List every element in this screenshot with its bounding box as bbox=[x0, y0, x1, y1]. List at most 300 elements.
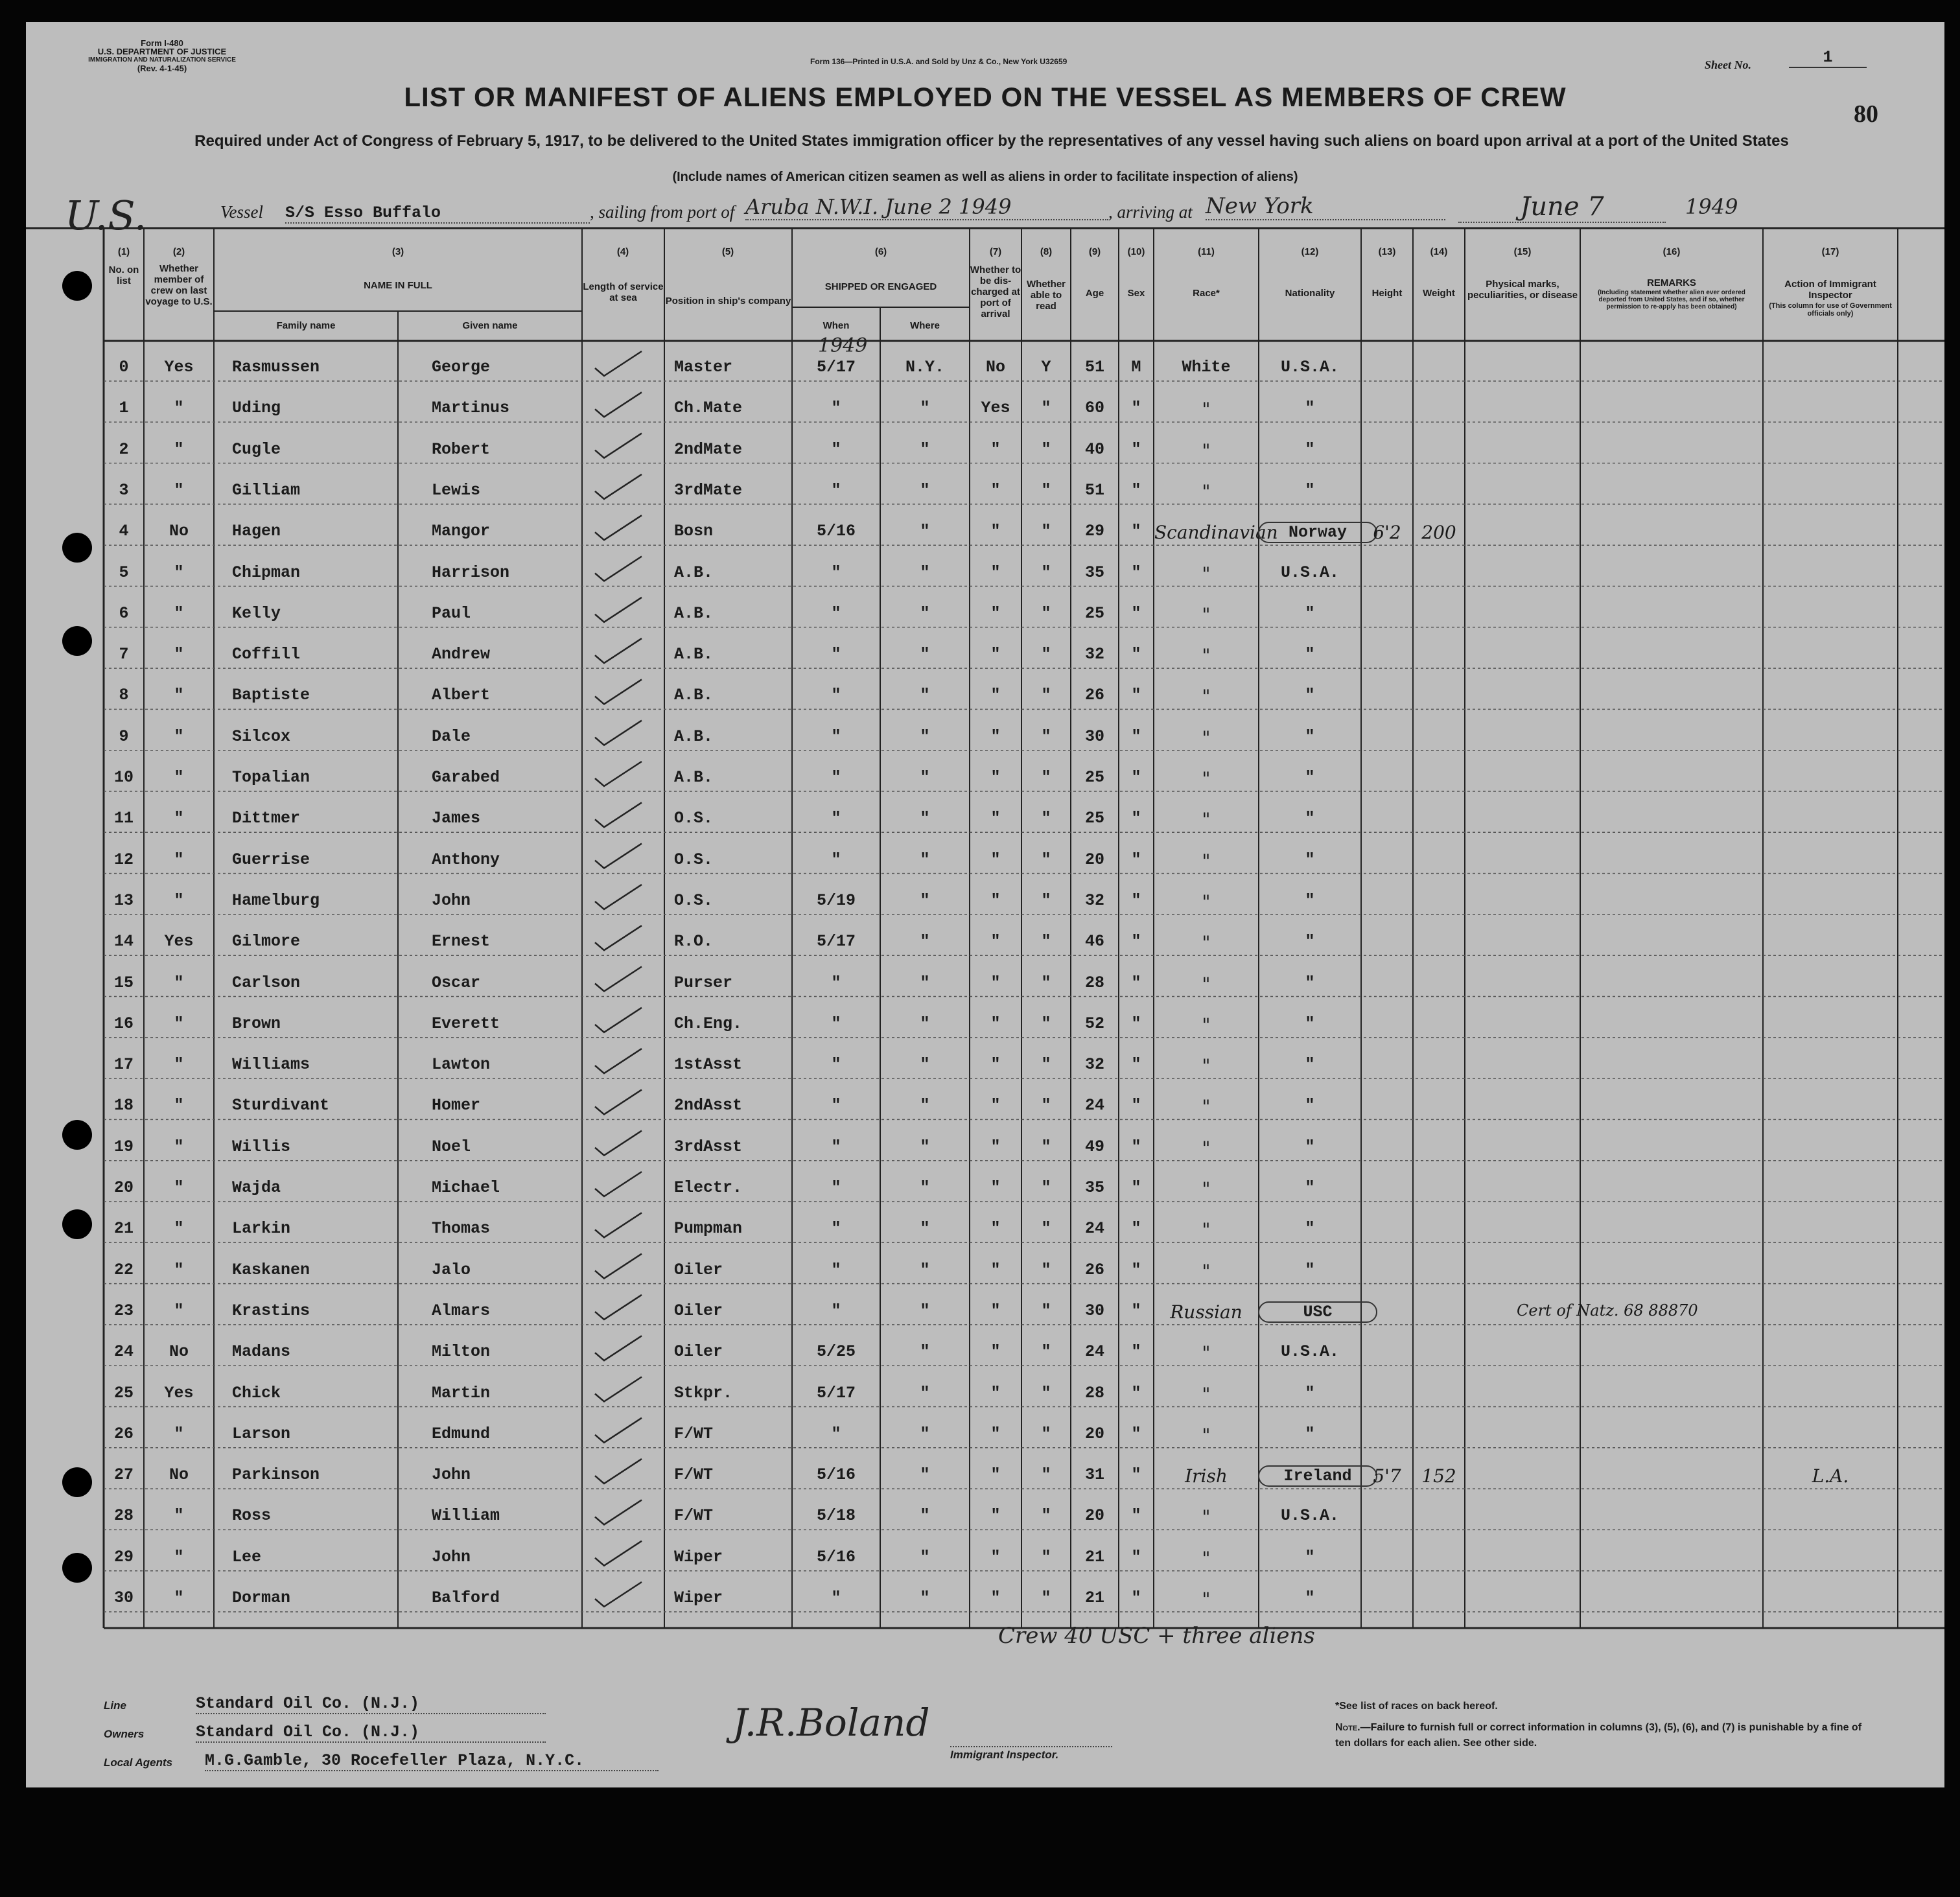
race: " bbox=[1202, 480, 1211, 502]
nationality: " bbox=[1305, 1137, 1315, 1156]
shipped-where: " bbox=[920, 1096, 930, 1115]
able-to-read: " bbox=[1041, 563, 1051, 582]
age: 24 bbox=[1084, 1219, 1104, 1239]
last-voyage: No bbox=[169, 1465, 189, 1485]
binder-hole bbox=[62, 1120, 92, 1150]
age: 26 bbox=[1084, 1260, 1104, 1279]
able-to-read: " bbox=[1041, 1506, 1051, 1526]
nationality: U.S.A. bbox=[1280, 1506, 1339, 1526]
shipped-when: 5/19 bbox=[816, 890, 856, 910]
shipped-when: " bbox=[831, 850, 841, 869]
able-to-read: " bbox=[1041, 973, 1051, 992]
discharged: " bbox=[990, 1096, 1001, 1115]
shipped-where: " bbox=[920, 1547, 930, 1566]
position: 3rdMate bbox=[674, 480, 743, 500]
shipped-when: " bbox=[831, 603, 841, 623]
shipped-when: " bbox=[831, 686, 841, 705]
shipped-when: " bbox=[831, 1260, 841, 1279]
race: " bbox=[1202, 1589, 1211, 1610]
shipped-where: " bbox=[920, 1178, 930, 1197]
shipped-where: " bbox=[920, 1589, 930, 1607]
position: Purser bbox=[674, 973, 733, 992]
service-check-mark bbox=[595, 638, 642, 663]
col-no-head: No. on list bbox=[108, 264, 139, 286]
last-voyage: " bbox=[174, 399, 184, 418]
vessel-name: S/S Esso Buffalo bbox=[285, 204, 590, 224]
service-check-mark bbox=[595, 721, 642, 745]
row-number: 29 bbox=[113, 1547, 134, 1566]
discharged: " bbox=[990, 1342, 1001, 1362]
owners-value: Standard Oil Co. (N.J.) bbox=[196, 1723, 546, 1743]
service-check-mark bbox=[595, 1295, 642, 1320]
discharged: " bbox=[990, 480, 1001, 500]
position: A.B. bbox=[674, 727, 714, 746]
sailing-label: , sailing from port of bbox=[590, 202, 735, 222]
row-number: 6 bbox=[119, 603, 129, 623]
nationality: " bbox=[1305, 480, 1315, 500]
last-voyage: " bbox=[174, 563, 184, 582]
position: F/WT bbox=[674, 1506, 714, 1526]
family-name: Chick bbox=[232, 1383, 281, 1402]
binder-hole bbox=[62, 1467, 92, 1497]
shipped-when: " bbox=[831, 399, 841, 418]
last-voyage: " bbox=[174, 1014, 184, 1033]
row-number: 13 bbox=[113, 890, 134, 910]
age: 30 bbox=[1084, 1301, 1104, 1320]
last-voyage: " bbox=[174, 850, 184, 869]
binder-hole bbox=[62, 1553, 92, 1583]
nationality: Norway bbox=[1258, 522, 1377, 543]
col-action-head: Action of Immigrant Inspector bbox=[1784, 279, 1876, 301]
sex: " bbox=[1131, 439, 1141, 459]
nationality: " bbox=[1305, 1260, 1315, 1279]
race: " bbox=[1202, 809, 1211, 831]
family-name: Hagen bbox=[232, 522, 281, 541]
discharged: " bbox=[990, 645, 1001, 664]
service-check-mark bbox=[595, 802, 642, 827]
nationality: " bbox=[1305, 768, 1315, 787]
position: Ch.Mate bbox=[674, 399, 743, 418]
row-number: 19 bbox=[113, 1137, 134, 1156]
given-name: Everett bbox=[432, 1014, 500, 1033]
sex: " bbox=[1131, 1055, 1141, 1075]
column-number: (6) bbox=[874, 246, 887, 257]
able-to-read: " bbox=[1041, 727, 1051, 746]
shipped-where: " bbox=[920, 1055, 930, 1075]
family-name: Brown bbox=[232, 1014, 281, 1033]
sex: " bbox=[1131, 1465, 1141, 1485]
height: 6'2 bbox=[1373, 522, 1401, 544]
position: A.B. bbox=[674, 768, 714, 787]
discharged: " bbox=[990, 973, 1001, 992]
age: 28 bbox=[1084, 1383, 1104, 1402]
sex: " bbox=[1131, 890, 1141, 910]
col-nationality-head: Nationality bbox=[1285, 288, 1335, 299]
shipped-when: " bbox=[831, 1137, 841, 1156]
family-name: Kelly bbox=[232, 603, 281, 623]
discharged: " bbox=[990, 1137, 1001, 1156]
able-to-read: " bbox=[1041, 1424, 1051, 1443]
nationality: " bbox=[1305, 890, 1315, 910]
row-number: 0 bbox=[119, 358, 129, 377]
able-to-read: " bbox=[1041, 890, 1051, 910]
sex: " bbox=[1131, 1506, 1141, 1526]
shipped-when: " bbox=[831, 1014, 841, 1033]
remarks: Cert of Natz. 68 88870 bbox=[1517, 1301, 1698, 1320]
shipped-where: " bbox=[920, 809, 930, 828]
family-name: Rasmussen bbox=[232, 358, 320, 377]
race: " bbox=[1202, 932, 1211, 954]
printer-line: Form 136—Printed in U.S.A. and Sold by Unz & Co., New York U32659 bbox=[810, 57, 1068, 66]
col-given-head: Given name bbox=[462, 320, 518, 331]
sex: " bbox=[1131, 522, 1141, 541]
service-check-mark bbox=[595, 762, 642, 786]
nationality: " bbox=[1305, 1547, 1315, 1566]
race: Russian bbox=[1170, 1301, 1242, 1323]
nationality: " bbox=[1305, 973, 1315, 992]
last-voyage: " bbox=[174, 727, 184, 746]
able-to-read: " bbox=[1041, 1137, 1051, 1156]
binder-hole bbox=[62, 271, 92, 301]
service-check-mark bbox=[595, 1418, 642, 1443]
weight: 200 bbox=[1421, 522, 1456, 544]
inspector-signature: J.R.Boland bbox=[732, 1701, 930, 1745]
family-name: Larson bbox=[232, 1424, 291, 1443]
age: 40 bbox=[1084, 439, 1104, 459]
column-number: (10) bbox=[1127, 246, 1145, 257]
col-race-head: Race* bbox=[1193, 288, 1220, 299]
sex: " bbox=[1131, 768, 1141, 787]
able-to-read: " bbox=[1041, 1383, 1051, 1402]
able-to-read: " bbox=[1041, 686, 1051, 705]
agents-label: Local Agents bbox=[104, 1756, 173, 1769]
col-remarks-note: (Including statement whether alien ever ordered deported from United States, and if so, whether permission to re-apply has been obtained) bbox=[1598, 289, 1745, 310]
shipped-where: " bbox=[920, 1342, 930, 1362]
discharged: " bbox=[990, 1383, 1001, 1402]
given-name: Lawton bbox=[432, 1055, 491, 1075]
discharged: " bbox=[990, 1465, 1001, 1485]
family-name: Gilliam bbox=[232, 480, 301, 500]
service-check-mark bbox=[595, 1459, 642, 1484]
col-shipped-head: SHIPPED OR ENGAGED bbox=[824, 281, 937, 292]
service: IMMIGRATION AND NATURALIZATION SERVICE bbox=[88, 56, 236, 64]
manifest-sheet bbox=[26, 22, 1944, 1787]
nationality: U.S.A. bbox=[1280, 1342, 1339, 1362]
row-number: 14 bbox=[113, 932, 134, 951]
race: " bbox=[1202, 890, 1211, 913]
owners-label: Owners bbox=[104, 1728, 145, 1740]
family-name: Carlson bbox=[232, 973, 301, 992]
discharged: " bbox=[990, 850, 1001, 869]
column-number: (13) bbox=[1378, 246, 1396, 257]
col-name-head: NAME IN FULL bbox=[364, 280, 432, 291]
height: 5'7 bbox=[1373, 1465, 1401, 1487]
last-voyage: " bbox=[174, 890, 184, 910]
position: Wiper bbox=[674, 1547, 723, 1566]
last-voyage: " bbox=[174, 973, 184, 992]
margin-note: U.S. bbox=[65, 192, 147, 239]
sex: " bbox=[1131, 480, 1141, 500]
family-name: Williams bbox=[232, 1055, 310, 1075]
sex: " bbox=[1131, 1260, 1141, 1279]
sex: " bbox=[1131, 686, 1141, 705]
last-voyage: Yes bbox=[164, 1383, 194, 1402]
discharged: " bbox=[990, 890, 1001, 910]
race: Scandinavian bbox=[1154, 522, 1278, 544]
col-age-head: Age bbox=[1085, 288, 1104, 299]
discharged: " bbox=[990, 522, 1001, 541]
row-number: 30 bbox=[113, 1589, 134, 1607]
sex: " bbox=[1131, 1547, 1141, 1566]
page-stamp: 80 bbox=[1854, 100, 1878, 128]
shipped-when: " bbox=[831, 1424, 841, 1443]
position: 3rdAsst bbox=[674, 1137, 743, 1156]
col-where-head: Where bbox=[910, 320, 940, 331]
last-voyage: " bbox=[174, 645, 184, 664]
race: Irish bbox=[1185, 1465, 1228, 1487]
position: Master bbox=[674, 358, 733, 377]
nationality: " bbox=[1305, 1219, 1315, 1239]
discharged: " bbox=[990, 932, 1001, 951]
col-read-head: Whether able to read bbox=[1027, 279, 1066, 312]
age: 31 bbox=[1084, 1465, 1104, 1485]
given-name: Robert bbox=[432, 439, 491, 459]
column-number: (8) bbox=[1040, 246, 1053, 257]
last-voyage: " bbox=[174, 1506, 184, 1526]
race: " bbox=[1202, 603, 1211, 625]
vessel-label: Vessel bbox=[220, 202, 263, 222]
given-name: Dale bbox=[432, 727, 471, 746]
service-check-mark bbox=[595, 515, 642, 540]
given-name: Thomas bbox=[432, 1219, 491, 1239]
shipped-when: 5/16 bbox=[816, 522, 856, 541]
race: " bbox=[1202, 1506, 1211, 1528]
row-number: 16 bbox=[113, 1014, 134, 1033]
last-voyage: " bbox=[174, 439, 184, 459]
family-name: Kaskanen bbox=[232, 1260, 310, 1279]
row-number: 1 bbox=[119, 399, 129, 418]
shipped-when: " bbox=[831, 563, 841, 582]
line-value: Standard Oil Co. (N.J.) bbox=[196, 1694, 546, 1714]
age: 25 bbox=[1084, 768, 1104, 787]
row-number: 23 bbox=[113, 1301, 134, 1320]
last-voyage: No bbox=[169, 1342, 189, 1362]
discharged: Yes bbox=[981, 399, 1010, 418]
binder-hole bbox=[62, 1209, 92, 1239]
family-name: Madans bbox=[232, 1342, 291, 1362]
row-number: 10 bbox=[113, 768, 134, 787]
position: A.B. bbox=[674, 563, 714, 582]
last-voyage: " bbox=[174, 1301, 184, 1320]
shipped-when: " bbox=[831, 1055, 841, 1075]
shipped-when: " bbox=[831, 480, 841, 500]
discharged: " bbox=[990, 1301, 1001, 1320]
col-last-voyage-head: Whether member of crew on last voyage to U.S. bbox=[145, 263, 213, 307]
race: " bbox=[1202, 1342, 1211, 1364]
family-name: Krastins bbox=[232, 1301, 310, 1320]
sheet-number: 1 bbox=[1789, 48, 1867, 68]
sex: " bbox=[1131, 1137, 1141, 1156]
discharged: No bbox=[985, 358, 1005, 377]
col-sex-head: Sex bbox=[1127, 288, 1145, 299]
column-number: (3) bbox=[391, 246, 404, 257]
nationality: " bbox=[1305, 727, 1315, 746]
age: 51 bbox=[1084, 480, 1104, 500]
able-to-read: " bbox=[1041, 1055, 1051, 1075]
position: R.O. bbox=[674, 932, 714, 951]
family-name: Topalian bbox=[232, 768, 310, 787]
col-discharge-head: Whether to be dis- charged at port of arrival bbox=[970, 264, 1021, 320]
last-voyage: " bbox=[174, 1137, 184, 1156]
given-name: Martin bbox=[432, 1383, 491, 1402]
nationality: " bbox=[1305, 603, 1315, 623]
sex: " bbox=[1131, 727, 1141, 746]
race: " bbox=[1202, 1260, 1211, 1282]
sex: " bbox=[1131, 1383, 1141, 1402]
given-name: Anthony bbox=[432, 850, 500, 869]
row-number: 17 bbox=[113, 1055, 134, 1075]
position: Stkpr. bbox=[674, 1383, 733, 1402]
sex: " bbox=[1131, 1301, 1141, 1320]
last-voyage: " bbox=[174, 809, 184, 828]
last-voyage: " bbox=[174, 603, 184, 623]
line-label: Line bbox=[104, 1699, 126, 1712]
able-to-read: " bbox=[1041, 809, 1051, 828]
shipped-where: " bbox=[920, 645, 930, 664]
shipped-where: " bbox=[920, 973, 930, 992]
nationality: " bbox=[1305, 439, 1315, 459]
able-to-read: " bbox=[1041, 1260, 1051, 1279]
note-text: —Failure to furnish full or correct information in columns (3), (5), (6), and (7) is punishable by a fine of ten dollars for each alien. See other side. bbox=[1335, 1722, 1862, 1749]
service-check-mark bbox=[595, 351, 642, 376]
shipped-when: 5/17 bbox=[816, 932, 856, 951]
shipped-where: " bbox=[920, 1301, 930, 1320]
shipped-where: " bbox=[920, 932, 930, 951]
shipped-where: " bbox=[920, 603, 930, 623]
shipped-where: " bbox=[920, 1506, 930, 1526]
race: " bbox=[1202, 1383, 1211, 1405]
able-to-read: " bbox=[1041, 932, 1051, 951]
position: Ch.Eng. bbox=[674, 1014, 743, 1033]
nationality: " bbox=[1305, 1383, 1315, 1402]
given-name: Almars bbox=[432, 1301, 491, 1320]
col-position-head: Position in ship's company bbox=[665, 296, 791, 307]
given-name: Jalo bbox=[432, 1260, 471, 1279]
shipped-where: " bbox=[920, 1383, 930, 1402]
given-name: John bbox=[432, 890, 471, 910]
race: " bbox=[1202, 973, 1211, 995]
able-to-read: " bbox=[1041, 1014, 1051, 1033]
arrival-date: June 7 bbox=[1458, 192, 1666, 223]
position: 1stAsst bbox=[674, 1055, 743, 1075]
given-name: Milton bbox=[432, 1342, 491, 1362]
family-name: Willis bbox=[232, 1137, 291, 1156]
age: 20 bbox=[1084, 1424, 1104, 1443]
race: " bbox=[1202, 768, 1211, 789]
shipped-when: 5/16 bbox=[816, 1465, 856, 1485]
revision: (Rev. 4-1-45) bbox=[137, 64, 187, 73]
shipped-where: " bbox=[920, 480, 930, 500]
service-check-mark bbox=[595, 598, 642, 622]
discharged: " bbox=[990, 563, 1001, 582]
able-to-read: " bbox=[1041, 768, 1051, 787]
given-name: John bbox=[432, 1465, 471, 1485]
last-voyage: No bbox=[169, 522, 189, 541]
shipped-where: " bbox=[920, 1219, 930, 1239]
sex: " bbox=[1131, 399, 1141, 418]
shipped-where: " bbox=[920, 890, 930, 910]
service-check-mark bbox=[595, 1049, 642, 1073]
column-number: (16) bbox=[1662, 246, 1681, 257]
age: 32 bbox=[1084, 890, 1104, 910]
able-to-read: " bbox=[1041, 399, 1051, 418]
service-check-mark bbox=[595, 1131, 642, 1156]
family-name: Gilmore bbox=[232, 932, 301, 951]
binder-hole bbox=[62, 533, 92, 563]
family-name: Guerrise bbox=[232, 850, 310, 869]
shipped-where: " bbox=[920, 522, 930, 541]
column-number: (1) bbox=[117, 246, 130, 257]
column-number: (5) bbox=[721, 246, 734, 257]
row-number: 9 bbox=[119, 727, 129, 746]
shipped-when: " bbox=[831, 1589, 841, 1607]
service-check-mark bbox=[595, 1336, 642, 1360]
family-name: Coffill bbox=[232, 645, 301, 664]
race: " bbox=[1202, 1137, 1211, 1159]
shipped-where: N.Y. bbox=[905, 358, 944, 377]
race: " bbox=[1202, 850, 1211, 872]
service-check-mark bbox=[595, 1172, 642, 1196]
race: " bbox=[1202, 645, 1211, 667]
last-voyage: " bbox=[174, 1547, 184, 1566]
weight: 152 bbox=[1421, 1465, 1456, 1487]
discharged: " bbox=[990, 1260, 1001, 1279]
service-check-mark bbox=[595, 1008, 642, 1032]
race: " bbox=[1202, 1219, 1211, 1241]
family-name: Dorman bbox=[232, 1589, 291, 1607]
manifest-title: LIST OR MANIFEST OF ALIENS EMPLOYED ON THE VESSEL AS MEMBERS OF CREW bbox=[404, 82, 1567, 112]
position: Bosn bbox=[674, 522, 714, 541]
column-number: (14) bbox=[1430, 246, 1448, 257]
shipped-when: " bbox=[831, 439, 841, 459]
nationality: U.S.A. bbox=[1280, 358, 1339, 377]
sex: " bbox=[1131, 809, 1141, 828]
fine-note bbox=[1335, 1720, 1867, 1751]
last-voyage: " bbox=[174, 686, 184, 705]
note-label: Note. bbox=[1335, 1722, 1360, 1733]
given-name: Homer bbox=[432, 1096, 481, 1115]
given-name: Michael bbox=[432, 1178, 500, 1197]
given-name: Albert bbox=[432, 686, 491, 705]
last-voyage: " bbox=[174, 768, 184, 787]
summary-note: Crew 40 USC + three aliens bbox=[998, 1623, 1315, 1649]
sex: " bbox=[1131, 1178, 1141, 1197]
discharged: " bbox=[990, 727, 1001, 746]
service-check-mark bbox=[595, 1089, 642, 1114]
row-number: 26 bbox=[113, 1424, 134, 1443]
sex: " bbox=[1131, 645, 1141, 664]
column-number: (11) bbox=[1198, 246, 1215, 257]
service-check-mark bbox=[595, 1582, 642, 1607]
age: 26 bbox=[1084, 686, 1104, 705]
shipped-when: " bbox=[831, 973, 841, 992]
sex: " bbox=[1131, 973, 1141, 992]
service-check-mark bbox=[595, 1254, 642, 1279]
age: 21 bbox=[1084, 1589, 1104, 1607]
given-name: Edmund bbox=[432, 1424, 491, 1443]
family-name: Larkin bbox=[232, 1219, 291, 1239]
given-name: William bbox=[432, 1506, 500, 1526]
